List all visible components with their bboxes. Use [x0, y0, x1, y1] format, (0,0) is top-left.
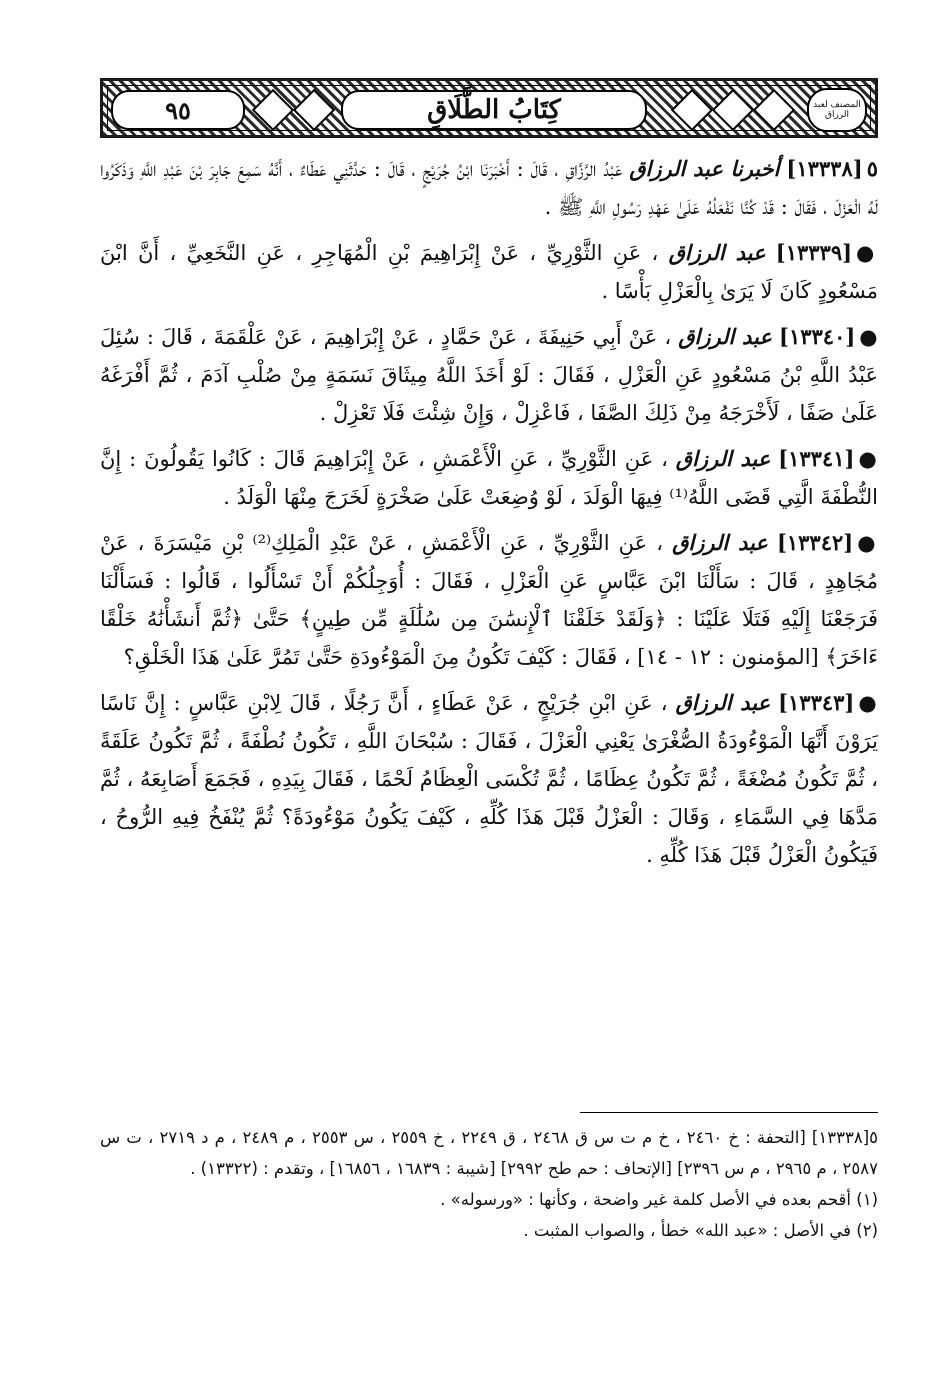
entry-marker: ● — [858, 690, 878, 715]
hadith-text: ، عَنِ ابْنِ جُرَيْجٍ ، عَنْ عَطَاءٍ ، أَنَّ رَجُلًا ، قَالَ لِابْنِ عَبَّاسٍ : إِنَّ نَاسًا يَرَوْنَ أَنَّهَا الْمَوْءُودَةُ الصُّغْرَىٰ يَعْنِي الْعَزْلَ ، فَقَالَ : سُبْحَانَ اللَّهِ ، تَكُونُ نُطْفَةً ، ثُمَّ تَكُونُ عَلَقَةً ، ثُمَّ تَكُونُ مُضْغَةً ، ثُمَّ تَكُونُ عِظَامًا ، ثُمَّ تُكْسَى الْعِظَامُ لَحْمًا ، فَقَالَ بِيَدِهِ ، فَجَمَعَ أَصَابِعَهُ ، ثُمَّ مَدَّهَا فِي السَّمَاءِ ، وَقَالَ : الْعَزْلُ قَبْلَ هَذَا كُلِّهِ ، كَيْفَ يَكُونُ مَوْءُودَةً؟ ثُمَّ يُنْفَخُ فِيهِ الرُّوحُ ، فَيَكُونُ الْعَزْلُ قَبْلَ هَذَا كُلِّهِ . — [100, 691, 878, 867]
footnote-separator — [580, 1112, 878, 1113]
footnote-takhrij: ٥[١٣٣٣٨] [التحفة : خ ٢٤٦٠ ، خ م ت س ق ٢٤٦٨ ، ق ٢٢٤٩ ، خ ٢٥٥٩ ، س ٢٥٥٣ ، م ٢٤٨٩ ، م د ٢٧١٩ ، ت س ٢٥٨٧ ، م ٢٩٦٥ ، م س ٢٣٩٦] [الإتحاف : حم طح ٢٩٩٢] [شيبة : ١٦٨٣٩ ، ١٦٨٥٦] ، وتقدم : (١٣٣٢٢) . — [100, 1128, 878, 1178]
page-header — [100, 78, 878, 138]
chapter-title: كِتَابُ الطَّلَاقِ — [341, 90, 647, 130]
entry-marker: ● — [859, 324, 879, 349]
hadith-entry — [100, 234, 878, 310]
hadith-narrator: عبد الرزاق — [672, 530, 768, 555]
hadith-number: [١٣٣٤٠] — [779, 324, 856, 349]
hadith-number: [١٣٣٣٩] — [775, 240, 853, 265]
main-text — [100, 150, 878, 882]
entry-marker: ٥ — [866, 156, 878, 181]
hadith-narrator: عبد الرزاق — [675, 446, 771, 471]
ornament-diamond-icon — [252, 89, 294, 131]
entry-marker: ● — [856, 240, 878, 265]
hadith-text: ، عَنِ الثَّوْرِيِّ ، عَنِ الْأَعْمَشِ ، عَنْ عَبْدِ الْمَلِكِ⁽²⁾ بْنِ مَيْسَرَةَ ، عَنْ مُجَاهِدٍ ، قَالَ : سَأَلْنَا ابْنَ عَبَّاسٍ عَنِ الْعَزْلِ ، فَقَالَ : أُوَجِلُكُمْ أَنْ تَسْأَلُوا ، قَالُوا : فَسَأَلْنَا فَرَجَعْنَا إِلَيْهِ فَتَلَا عَلَيْنَا : ﴿وَلَقَدْ خَلَقْنَا ٱلْإِنسَٰنَ مِن سُلَٰلَةٍ مِّن طِينٍ﴾ حَتَّىٰ ﴿ثُمَّ أَنشَأْنَٰهُ خَلْقًا ءَاخَرَ﴾ [المؤمنون : ١٢ - ١٤] ، فَقَالَ : كَيْفَ تَكُونُ مِنَ الْمَوْءُودَةِ حَتَّىٰ تَمُرَّ عَلَىٰ هَذَا الْخَلْقِ؟ — [100, 531, 878, 669]
ornament-diamond-icon — [671, 89, 713, 131]
hadith-entry — [100, 524, 878, 676]
book-logo: المصنف لعبد الرزاق — [807, 88, 867, 132]
hadith-entry — [100, 440, 878, 516]
hadith-number: [١٣٣٤٣] — [778, 690, 855, 715]
hadith-narrator: أخبرنا عبد الرزاق — [629, 156, 780, 181]
hadith-narrator: عبد الرزاق — [675, 690, 771, 715]
footnote-1: (١) أقحم بعده في الأصل كلمة غير واضحة ، وكأنها : «ورسوله» . — [440, 1190, 878, 1209]
ornament-diamond-icon — [293, 89, 335, 131]
hadith-number: [١٣٣٣٨] — [786, 156, 863, 181]
hadith-entry — [100, 318, 878, 432]
entry-marker: ● — [858, 446, 878, 471]
ornament-diamond-icon — [753, 89, 795, 131]
hadith-entry — [100, 150, 878, 226]
hadith-entry — [100, 684, 878, 874]
entry-marker: ● — [857, 530, 878, 555]
hadith-number: [١٣٣٤١] — [778, 446, 855, 471]
hadith-text: ، عَنْ أَبِي حَنِيفَةَ ، عَنْ حَمَّادٍ ، عَنْ إِبْرَاهِيمَ ، عَنْ عَلْقَمَةَ ، قَالَ : سُئِلَ عَبْدُ اللَّهِ بْنُ مَسْعُودٍ عَنِ الْعَزْلِ ، فَقَالَ : لَوْ أَخَذَ اللَّهُ مِيثَاقَ نَسَمَةٍ مِنْ صُلْبِ آدَمَ ، ثُمَّ أَفْرَغَهُ عَلَىٰ صَفًا ، لَأَخْرَجَهُ مِنْ ذَلِكَ الصَّفَا ، فَاعْزِلْ ، وَإِنْ شِئْتَ فَلَا تَعْزِلْ . — [100, 325, 878, 425]
hadith-number: [١٣٣٤٢] — [776, 530, 854, 555]
hadith-narrator: عبد الرزاق — [678, 324, 772, 349]
page-number: ٩٥ — [111, 90, 245, 130]
hadith-text: ، عَنِ الثَّوْرِيِّ ، عَنِ الْأَعْمَشِ ، عَنْ إِبْرَاهِيمَ قَالَ : كَانُوا يَقُولُونَ : إِنَّ النُّطْفَةَ الَّتِي قَضَى اللَّهُ⁽¹⁾ فِيهَا الْوَلَدَ ، لَوْ وُضِعَتْ عَلَىٰ صَخْرَةٍ لَخَرَجَ مِنْهَا الْوَلَدُ . — [100, 447, 878, 509]
footnote-2: (٢) في الأصل : «عبد الله» خطأ ، والصواب المثبت . — [523, 1221, 878, 1240]
hadith-narrator: عبد الرزاق — [668, 240, 766, 265]
hadith-text: ، عَنِ الثَّوْرِيِّ ، عَنْ إِبْرَاهِيمَ بْنِ الْمُهَاجِرِ ، عَنِ النَّخَعِيِّ ، أَنَّ ابْنَ مَسْعُودٍ كَانَ لَا يَرَىٰ بِالْعَزْلِ بَأْسًا . — [100, 241, 878, 303]
hadith-text: عَبْدُ الرَّزَّاقِ ، قَالَ : أَخْبَرَنَا ابْنُ جُرَيْجٍ ، قَالَ : حَدَّثَنِي عَطَاءٌ ، أَنَّهُ سَمِعَ جَابِرَ بْنَ عَبْدِ اللَّهِ وَذَكَرُوا لَهُ الْعَزْلَ ، فَقَالَ : قَدْ كُنَّا نَفْعَلُهُ عَلَىٰ عَهْدِ رَسُولِ اللَّهِ ﷺ . — [100, 157, 878, 219]
footnotes — [100, 1122, 878, 1246]
ornament-diamond-icon — [712, 89, 754, 131]
